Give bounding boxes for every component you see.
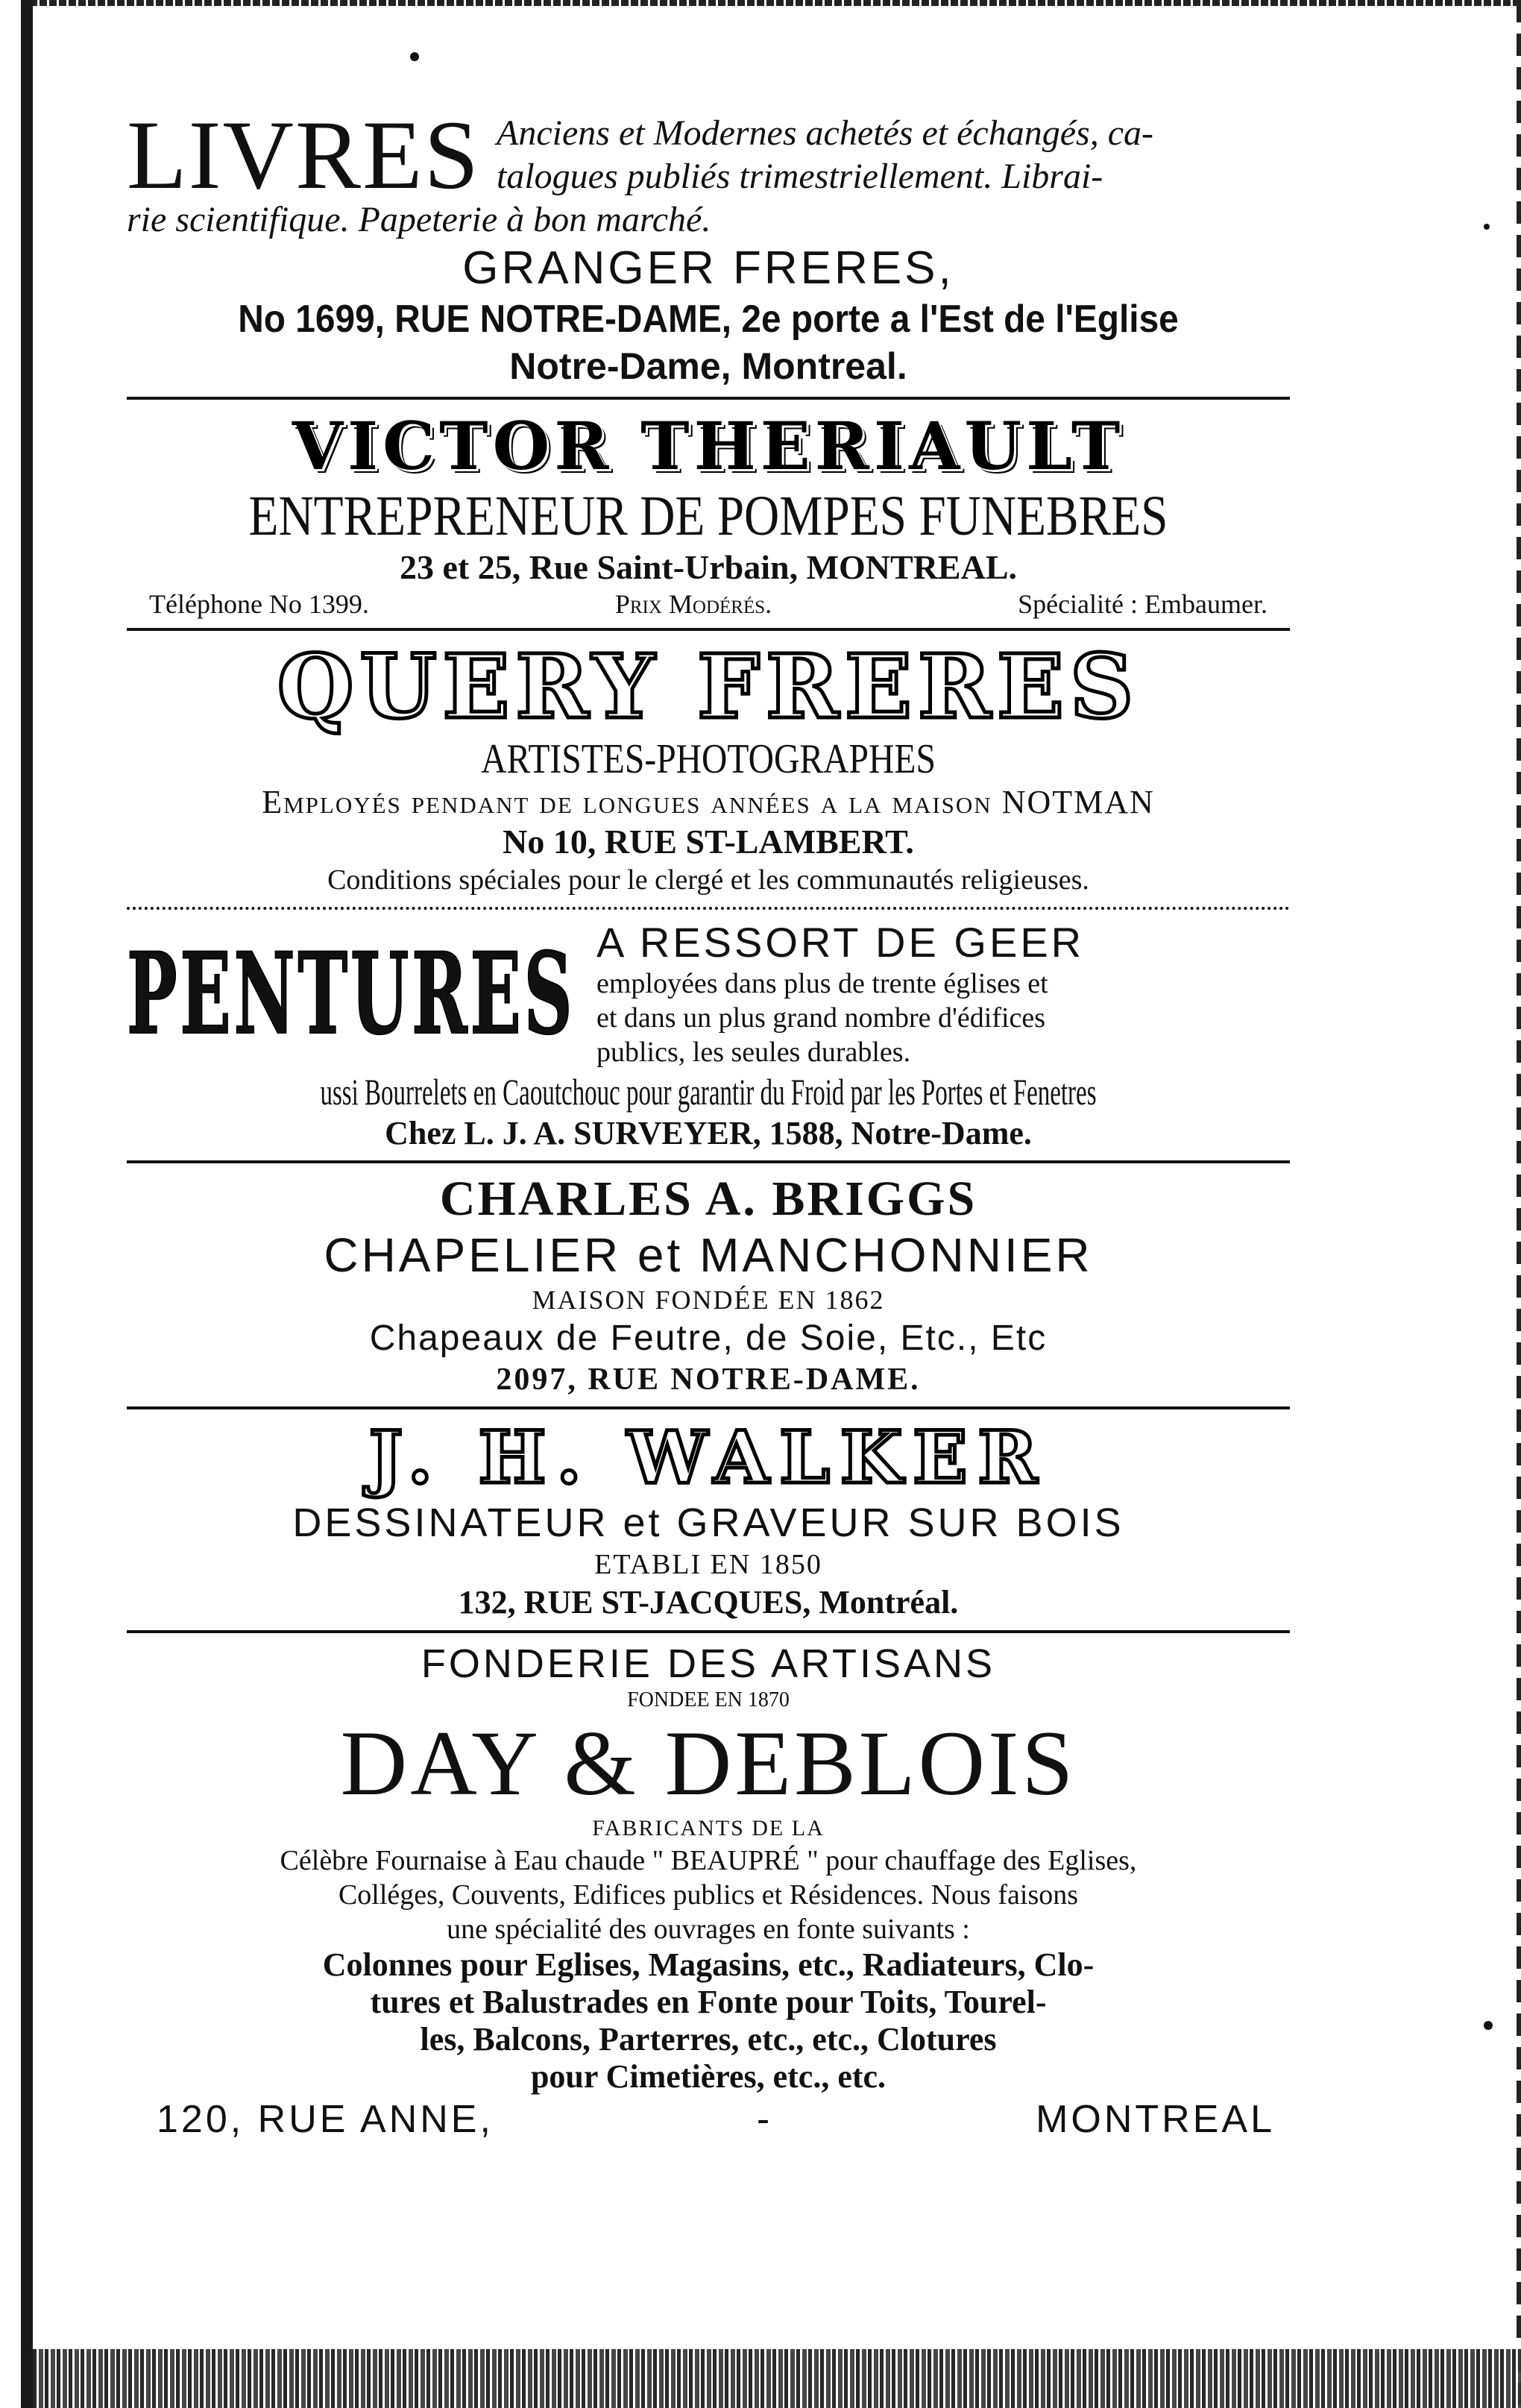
fonderie-bold-line: tures et Balustrades en Fonte pour Toits, Tourel- — [370, 1984, 1047, 2020]
fonderie-fabricants: FABRICANTS DE LA — [592, 1816, 825, 1840]
fonderie-desc-line: une spécialité des ouvrages en fonte suivants : — [447, 1914, 970, 1945]
theriault-name: VICTOR THERIAULT — [292, 407, 1125, 485]
separator — [127, 907, 1290, 910]
walker-address: 132, RUE ST-JACQUES, Montréal. — [458, 1584, 959, 1620]
theriault-address: 23 et 25, Rue Saint-Urbain, MONTREAL. — [399, 548, 1018, 586]
bottom-print-band — [33, 2349, 1521, 2408]
pentures-aussi: ussi Bourrelets en Caoutchouc pour garantir du Froid par les Portes et Fenetres — [320, 1071, 1097, 1113]
livres-description — [497, 112, 1153, 198]
separator — [127, 1630, 1290, 1633]
briggs-name: CHARLES A. BRIGGS — [439, 1172, 977, 1226]
ad-pentures — [127, 919, 1290, 1153]
fonderie-founded: FONDEE EN 1870 — [627, 1688, 790, 1711]
advertisements — [127, 100, 1290, 2143]
fonderie-bold-line: Colonnes pour Eglises, Magasins, etc., Radiateurs, Clo- — [322, 1946, 1095, 1983]
fonderie-address-dash: - — [756, 2098, 773, 2141]
pentures-headline: A RESSORT DE GEER — [596, 919, 1085, 966]
theriault-details — [127, 588, 1290, 620]
fonderie-desc-line: Célèbre Fournaise à Eau chaude " BEAUPRÉ " pour chauffage des Eglises, — [280, 1845, 1137, 1876]
left-page-border — [21, 0, 33, 2408]
theriault-phone: Téléphone No 1399. — [149, 589, 369, 619]
ink-speck — [410, 52, 419, 61]
separator — [127, 628, 1290, 631]
query-conditions: Conditions spéciales pour le clergé et les communautés religieuses. — [327, 864, 1089, 896]
query-address: No 10, RUE ST-LAMBERT. — [503, 823, 914, 861]
fonderie-name: DAY & DEBLOIS — [340, 1712, 1077, 1814]
pentures-heading: PENTURES — [127, 928, 576, 1060]
fonderie-desc-line: Colléges, Couvents, Edifices publics et Résidences. Nous faisons — [338, 1879, 1079, 1911]
fonderie-title: FONDERIE DES ARTISANS — [421, 1641, 996, 1686]
fonderie-address-street: 120, RUE ANNE, — [157, 2098, 494, 2141]
granger-address-2: Notre-Dame, Montreal. — [509, 345, 907, 387]
separator — [127, 1160, 1290, 1163]
top-page-border — [33, 0, 1521, 6]
walker-trade: DESSINATEUR et GRAVEUR SUR BOIS — [292, 1500, 1124, 1545]
query-trade: ARTISTES-PHOTOGRAPHES — [481, 736, 936, 782]
ink-speck — [1484, 224, 1490, 230]
separator — [127, 1406, 1290, 1409]
ad-walker — [127, 1417, 1290, 1623]
briggs-address: 2097, RUE NOTRE-DAME. — [496, 1362, 921, 1397]
livres-desc-line: rie scientifique. Papeterie à bon marché. — [127, 200, 711, 239]
right-page-edge — [1517, 0, 1521, 2408]
ad-victor-theriault — [127, 407, 1290, 620]
walker-name: J. H. WALKER — [368, 1415, 1048, 1500]
pentures-desc-line: publics, les seules durables. — [596, 1037, 911, 1068]
granger-address: No 1699, RUE NOTRE-DAME, 2e porte a l'Est de l'Eglise — [238, 298, 1179, 341]
query-name: QUERY FRERES — [277, 635, 1140, 738]
theriault-prices: Prix Modérés. — [614, 589, 772, 619]
granger-name: GRANGER FRERES, — [462, 242, 954, 294]
fonderie-bold-line: les, Balcons, Parterres, etc., etc., Clotures — [420, 2021, 997, 2058]
briggs-trade: CHAPELIER et MANCHONNIER — [324, 1228, 1093, 1282]
walker-established: ETABLI EN 1850 — [594, 1549, 822, 1580]
query-employed: Employés pendant de longues années a la maison NOTMAN — [262, 784, 1155, 820]
briggs-founded: MAISON FONDÉE EN 1862 — [532, 1285, 885, 1315]
theriault-specialty: Spécialité : Embaumer. — [1018, 589, 1268, 619]
pentures-desc-line: employées dans plus de trente églises et — [596, 968, 1048, 999]
ad-charles-briggs — [127, 1171, 1290, 1399]
livres-desc-line: talogues publiés trimestriellement. Librai- — [497, 157, 1103, 196]
fonderie-address — [127, 2096, 1290, 2143]
briggs-products: Chapeaux de Feutre, de Soie, Etc., Etc — [369, 1318, 1048, 1358]
ink-speck — [1484, 2021, 1493, 2030]
pentures-desc-line: et dans un plus grand nombre d'édifices — [596, 1002, 1046, 1034]
pentures-chez: Chez L. J. A. SURVEYER, 1588, Notre-Dame. — [385, 1115, 1032, 1151]
ad-query-freres — [127, 635, 1290, 898]
theriault-trade: ENTREPRENEUR DE POMPES FUNEBRES — [248, 485, 1168, 547]
fonderie-bold-line: pour Cimetières, etc., etc. — [530, 2058, 887, 2095]
ad-granger-freres — [127, 100, 1290, 389]
livres-desc-line: Anciens et Modernes achetés et échangés, ca- — [497, 113, 1153, 153]
ad-fonderie-des-artisans — [127, 1641, 1290, 2143]
fonderie-address-city: MONTREAL — [1036, 2098, 1275, 2141]
pentures-description — [596, 919, 1084, 1069]
separator — [127, 397, 1290, 400]
livres-heading: LIVRES — [127, 100, 480, 210]
